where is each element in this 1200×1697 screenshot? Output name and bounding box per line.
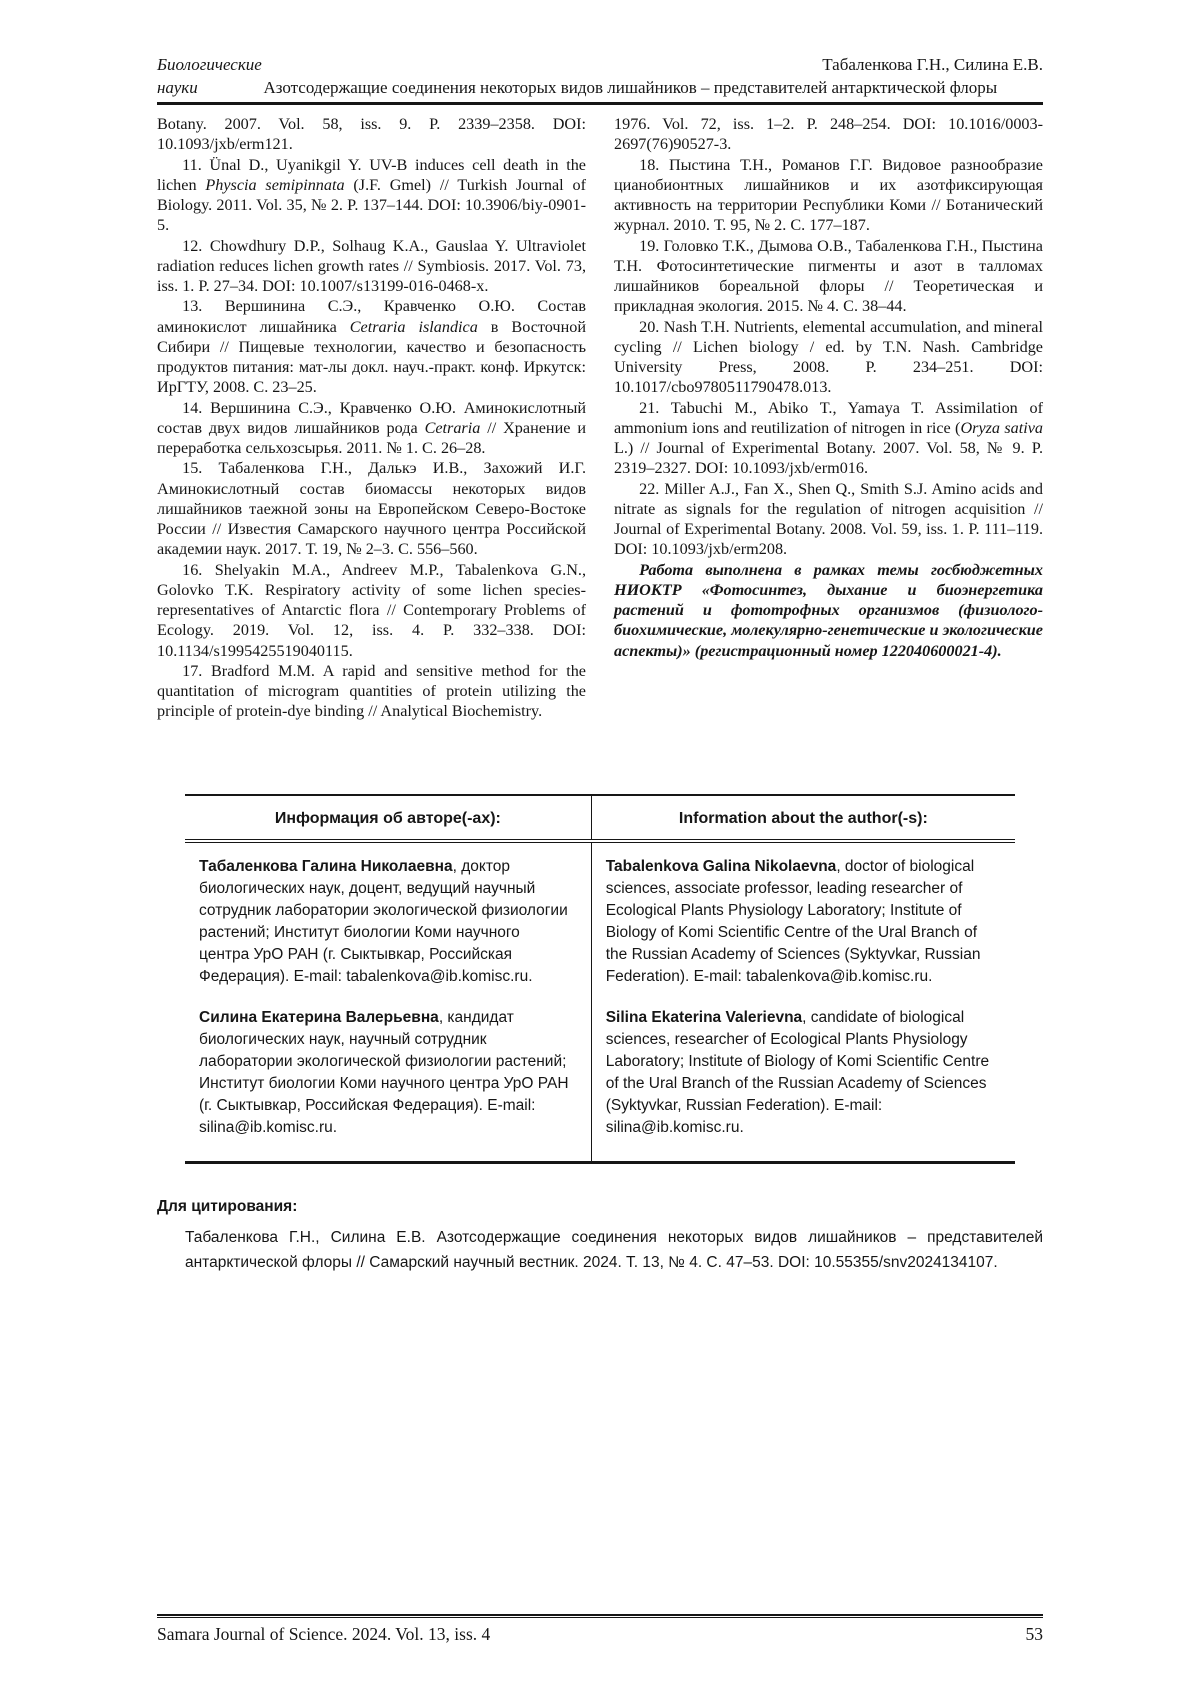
references-left-column	[157, 114, 586, 722]
citation-text: Табаленкова Г.Н., Силина Е.В. Азотсодержащие соединения некоторых видов лишайников – представителей антарктической флоры // Самарский научный вестник. 2024. Т. 13, № 4. С. 47–53. DOI: 10.55355/snv2024134107.	[185, 1228, 1043, 1271]
reference-item: 12. Chowdhury D.P., Solhaug K.A., Gauslaa Y. Ultraviolet radiation reduces lichen growth rates // Symbiosis. 2017. Vol. 73, iss. 1. P. 27–34. DOI: 10.1007/s13199-016-0468-x.	[157, 236, 586, 296]
citation-label: Для цитирования:	[157, 1197, 298, 1215]
author-1-details-ru: , доктор биологических наук, доцент, ведущий научный сотрудник лаборатории экологической физиологии растений; Институт биологии Коми научного центра УрО РАН (г. Сыктывкар, Российская Федерация). E-mail: tabalenkova@ib.komisc.ru.	[199, 857, 568, 985]
citation-section	[157, 1198, 1043, 1275]
author-1-details-en: , doctor of biological sciences, associate professor, leading researcher of Ecological Plants Physiology Laboratory; Institute of Biology of Komi Scientific Centre of the Ural Branch of the Russian Academy of Sciences (Syktyvkar, Russian Federation). E-mail: tabalenkova@ib.komisc.ru.	[605, 857, 981, 985]
author-2-info-ru	[199, 1007, 573, 1139]
authors-table-header-row	[185, 795, 1015, 841]
reference-item: 16. Shelyakin M.A., Andreev M.P., Tabalenkova G.N., Golovko T.K. Respiratory activity of some lichen species-representatives of Antarctic flora // Contemporary Problems of Ecology. 2019. Vol. 12, iss. 4. P. 332–338. DOI: 10.1134/s1995425519040115.	[157, 560, 586, 660]
running-header	[157, 54, 1043, 105]
footer-rule	[157, 1614, 1043, 1618]
reference-item: 19. Головко Т.К., Дымова О.В., Табаленкова Г.Н., Пыстина Т.Н. Фотосинтетические пигменты и азот в талломах лишайников бореальной флоры // Теоретическая и прикладная экология. 2015. № 4. С. 38–44.	[614, 236, 1043, 316]
authors-table	[185, 794, 1015, 1164]
author-1-cell-ru	[185, 841, 591, 994]
footer-journal-title: Samara Journal of Science. 2024. Vol. 13, iss. 4	[157, 1624, 491, 1644]
author-2-cell-en	[591, 994, 1015, 1163]
reference-item: Botany. 2007. Vol. 58, iss. 9. P. 2339–2358. DOI: 10.1093/jxb/erm121.	[157, 115, 586, 154]
author-1-info-ru	[199, 856, 573, 988]
reference-item: 21. Tabuchi M., Abiko T., Yamaya T. Assimilation of ammonium ions and reutilization of nitrogen in rice (Oryza sativa L.) // Journal of Experimental Botany. 2007. Vol. 58, № 9. P. 2319–2327. DOI: 10.1093/jxb/erm016.	[614, 398, 1043, 478]
authors-table-header-ru: Информация об авторе(-ах):	[185, 795, 591, 841]
reference-item: 13. Вершинина С.Э., Кравченко О.Ю. Состав аминокислот лишайника Cetraria islandica в Восточной Сибири // Пищевые технологии, качество и безопасность продуктов питания: мат-лы докл. науч.-практ. конф. Иркутск: ИрГТУ, 2008. С. 23–25.	[157, 297, 586, 397]
header-row-2	[157, 77, 1043, 99]
reference-item: 1976. Vol. 72, iss. 1–2. P. 248–254. DOI: 10.1016/0003-2697(76)90527-3.	[614, 115, 1043, 154]
author-1-name-ru: Табаленкова Галина Николаевна	[199, 857, 453, 875]
reference-item: 22. Miller A.J., Fan X., Shen Q., Smith S.J. Amino acids and nitrate as signals for the regulation of nitrogen acquisition // Journal of Experimental Botany. 2008. Vol. 59, iss. 1. P. 111–119. DOI: 10.1093/jxb/erm208.	[614, 479, 1043, 559]
authors-table-header-en: Information about the author(-s):	[591, 795, 1015, 841]
reference-item: 11. Ünal D., Uyanikgil Y. UV-B induces cell death in the lichen Physcia semipinnata (J.F. Gmel) // Turkish Journal of Biology. 2011. Vol. 35, № 2. P. 137–144. DOI: 10.3906/biy-0901-5.	[157, 155, 586, 235]
reference-item: 20. Nash T.H. Nutrients, elemental accumulation, and mineral cycling // Lichen biology / ed. by T.N. Nash. Cambridge University Press, 2008. P. 234–251. DOI: 10.1017/cbo9780511790478.013.	[614, 317, 1043, 397]
author-2-name-ru: Силина Екатерина Валерьевна	[199, 1008, 439, 1026]
footer-page-number: 53	[1025, 1624, 1043, 1644]
authors-table-wrap	[185, 794, 1015, 1164]
reference-item: 17. Bradford M.M. A rapid and sensitive method for the quantitation of microgram quantities of protein utilizing the principle of protein-dye binding // Analytical Biochemistry.	[157, 661, 586, 721]
reference-item: 15. Табаленкова Г.Н., Далькэ И.В., Захожий И.Г. Аминокислотный состав биомассы некоторых видов лишайников таежной зоны на Европейском Северо-Востоке России // Известия Самарского научного центра Российской академии наук. 2017. Т. 19, № 2–3. С. 556–560.	[157, 459, 586, 559]
author-1-name-en: Tabalenkova Galina Nikolaevna	[605, 857, 837, 875]
reference-item: 14. Вершинина С.Э., Кравченко О.Ю. Аминокислотный состав двух видов лишайников рода Cetraria // Хранение и переработка сельхозсырья. 2011. № 1. С. 26–28.	[157, 398, 587, 458]
references-section	[157, 114, 1043, 722]
section-label-line2: науки	[157, 78, 198, 98]
author-2-name-en: Silina Ekaterina Valerievna	[605, 1008, 803, 1026]
author-2-cell-ru	[185, 994, 591, 1163]
author-row-2	[185, 994, 1015, 1163]
author-row-1	[185, 841, 1015, 994]
author-2-details-en: , candidate of biological sciences, researcher of Ecological Plants Physiology Laboratory; Institute of Biology of Komi Scientific Centre of the Ural Branch of the Russian Academy of Sciences (Syktyvkar, Russian Federation). E-mail: silina@ib.komisc.ru.	[605, 1008, 990, 1136]
footer-row	[157, 1623, 1043, 1646]
section-label-line1: Биологические	[157, 55, 262, 74]
header-rule	[157, 102, 1043, 105]
header-row-1	[157, 54, 1043, 76]
author-1-cell-en	[591, 841, 1015, 994]
references-right-column	[614, 114, 1043, 722]
author-1-info-en	[606, 856, 997, 988]
running-title: Азотсодержащие соединения некоторых видов лишайников – представителей антарктической флоры	[263, 78, 998, 98]
reference-item: 18. Пыстина Т.Н., Романов Г.Г. Видовое разнообразие цианобионтных лишайников и их азотфиксирующая активность на территории Республики Коми // Ботанический журнал. 2010. Т. 95, № 2. С. 177–187.	[614, 155, 1043, 235]
acknowledgement-note: Работа выполнена в рамках темы госбюджетных НИОКТР «Фотосинтез, дыхание и биоэнергетика растений и фототрофных организмов (физиолого-биохимические, молекулярно-генетические и экологические аспекты)» (регистрационный номер 122040600021-4).	[614, 560, 1043, 660]
author-2-details-ru: , кандидат биологических наук, научный сотрудник лаборатории экологической физиологии растений; Институт биологии Коми научного центра УрО РАН (г. Сыктывкар, Российская Федерация). E-mail: silina@ib.komisc.ru.	[199, 1008, 569, 1136]
page-footer	[157, 1614, 1043, 1646]
running-authors: Табаленкова Г.Н., Силина Е.В.	[822, 55, 1043, 74]
author-2-info-en	[606, 1007, 997, 1139]
